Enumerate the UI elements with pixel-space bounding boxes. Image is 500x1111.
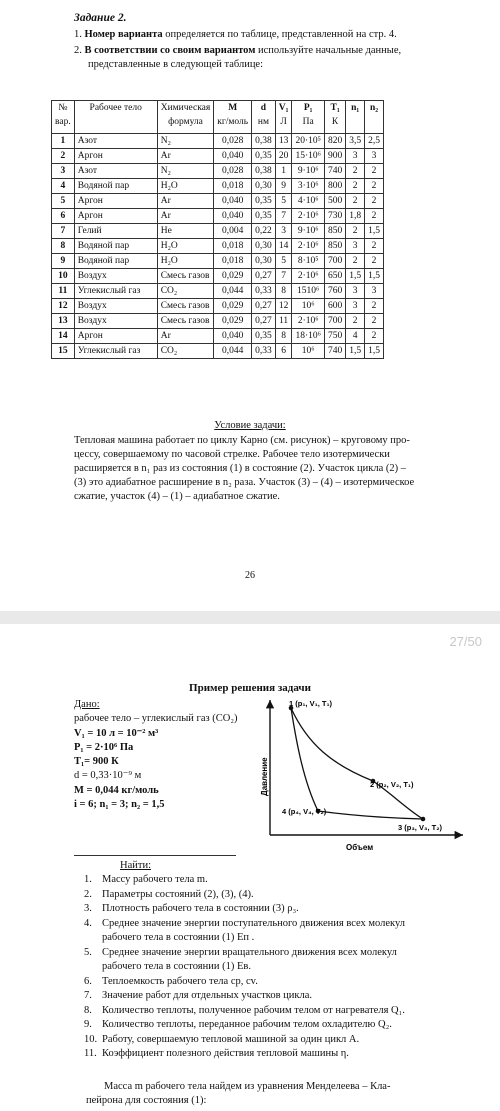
table-cell: 10⁶: [292, 299, 324, 314]
table-cell: 2,5: [365, 134, 384, 149]
x-axis-label: Объем: [346, 843, 374, 852]
page-number: 26: [245, 570, 255, 581]
table-row: [52, 179, 384, 194]
table-cell: H₂O: [157, 254, 214, 269]
label-point-4: 4 (p₄, V₄, T₂): [282, 807, 327, 816]
table-cell: 2: [365, 329, 384, 344]
table-cell: 0,35: [252, 194, 276, 209]
table-row: [52, 284, 384, 299]
table-cell: Смесь газов: [157, 314, 214, 329]
table-cell: 0,27: [252, 314, 276, 329]
given-label: Дано:: [74, 699, 100, 710]
table-cell: 0,27: [252, 299, 276, 314]
table-cell: 0,029: [214, 314, 252, 329]
table-cell: 1,8: [346, 209, 365, 224]
table-row: [52, 254, 384, 269]
table-cell: 0,040: [214, 329, 252, 344]
table-cell: 8·10⁵: [292, 254, 324, 269]
table-cell: 1,5: [365, 344, 384, 359]
table-cell: 3: [52, 164, 75, 179]
table-cell: 2: [365, 164, 384, 179]
table-cell: 2: [365, 209, 384, 224]
table-cell: 0,028: [214, 164, 252, 179]
table-cell: 2·10⁶: [292, 239, 324, 254]
table-cell: Азот: [74, 134, 157, 149]
table-header-cell: n₂: [365, 101, 384, 134]
table-cell: 0,018: [214, 179, 252, 194]
table-cell: 740: [324, 164, 345, 179]
table-cell: N₂: [157, 134, 214, 149]
table-cell: 3: [365, 284, 384, 299]
table-cell: 2: [346, 179, 365, 194]
table-cell: 0,040: [214, 209, 252, 224]
table-cell: 18·10⁶: [292, 329, 324, 344]
table-cell: 4·10⁶: [292, 194, 324, 209]
table-cell: 0,38: [252, 164, 276, 179]
table-cell: 0,33: [252, 284, 276, 299]
table-cell: 12: [52, 299, 75, 314]
table-cell: 9: [275, 179, 292, 194]
table-header-cell: d нм: [252, 101, 276, 134]
table-header-cell: V₁ Л: [275, 101, 292, 134]
table-cell: 2·10⁶: [292, 314, 324, 329]
table-cell: 15·10⁶: [292, 149, 324, 164]
table-cell: 0,018: [214, 254, 252, 269]
table-cell: Воздух: [74, 314, 157, 329]
table-row: [52, 344, 384, 359]
find-label: Найти:: [120, 860, 151, 871]
table-cell: 6: [275, 344, 292, 359]
table-cell: 5: [275, 254, 292, 269]
table-cell: 2: [365, 194, 384, 209]
list-item: 11. Коэффициент полезного действия тепловой машины η.: [84, 1048, 349, 1059]
table-cell: 9: [52, 254, 75, 269]
table-cell: 700: [324, 254, 345, 269]
table-cell: 6: [52, 209, 75, 224]
table-cell: 600: [324, 299, 345, 314]
example-title: Пример решения задачи: [189, 682, 311, 694]
table-header-cell: M кг/моль: [214, 101, 252, 134]
table-cell: 1: [275, 164, 292, 179]
table-cell: 740: [324, 344, 345, 359]
table-cell: 14: [52, 329, 75, 344]
table-cell: 2·10⁶: [292, 269, 324, 284]
table-cell: CO₂: [157, 284, 214, 299]
table-cell: H₂O: [157, 239, 214, 254]
instruction-1: 1. Номер варианта определяется по таблице, представленной на стр. 4.: [74, 29, 397, 40]
table-header-row: [52, 101, 384, 134]
table-cell: 0,30: [252, 239, 276, 254]
table-cell: 2: [365, 179, 384, 194]
table-cell: 0,004: [214, 224, 252, 239]
table-cell: Аргон: [74, 329, 157, 344]
table-cell: 0,044: [214, 284, 252, 299]
table-cell: 3: [346, 239, 365, 254]
list-item: 10. Работу, совершаемую тепловой машиной за один цикл A.: [84, 1033, 360, 1045]
table-cell: 1,5: [346, 269, 365, 284]
table-cell: 2: [52, 149, 75, 164]
table-cell: 1510⁶: [292, 284, 324, 299]
table-cell: 4: [52, 179, 75, 194]
table-cell: 0,27: [252, 269, 276, 284]
table-row: [52, 329, 384, 344]
table-cell: 4: [346, 329, 365, 344]
questions-list: [84, 873, 436, 1062]
given-line: d = 0,33·10⁻⁹ м: [74, 770, 142, 782]
table-cell: 0,029: [214, 269, 252, 284]
table-row: [52, 209, 384, 224]
label-point-1: 1 (p₁, V₁, T₁): [289, 700, 333, 708]
page-counter-badge: 27/50: [449, 634, 482, 649]
table-cell: 20: [275, 149, 292, 164]
table-cell: 0,35: [252, 149, 276, 164]
table-cell: 2: [346, 254, 365, 269]
table-cell: 0,30: [252, 254, 276, 269]
table-cell: 760: [324, 284, 345, 299]
table-cell: Углекислый газ: [74, 284, 157, 299]
table-cell: Аргон: [74, 209, 157, 224]
table-cell: 850: [324, 224, 345, 239]
list-item: 4. Среднее значение энергии поступательного движения всех молекул рабочего тела в состоянии (1) Eп .: [84, 917, 406, 943]
table-cell: 11: [52, 284, 75, 299]
list-item: 6. Теплоемкость рабочего тела cp, cv.: [84, 975, 258, 987]
table-header-cell: № вар.: [52, 101, 75, 134]
table-cell: CO₂: [157, 344, 214, 359]
table-cell: 11: [275, 314, 292, 329]
variants-table: [51, 100, 384, 359]
table-cell: 730: [324, 209, 345, 224]
isotherm-3-4: [318, 811, 423, 819]
table-cell: 8: [275, 329, 292, 344]
table-cell: 20·10⁵: [292, 134, 324, 149]
table-row: [52, 239, 384, 254]
condition-text: Тепловая машина работает по циклу Карно (см. рисунок) – круговому про- цессу, совершаемому по часовой стрелке. Рабочее тело изотермически расширяется в n₁ раз из состояния (1) в состояние (2). Участок цикла (2) – (3) это адиабатное расширение в n₂ раза. Участок (3) – (4) – изотермическое сжатие, участок (4) – (1) – адиабатное сжатие.: [74, 435, 415, 502]
table-cell: Водяной пар: [74, 179, 157, 194]
table-cell: Воздух: [74, 269, 157, 284]
table-cell: 1,5: [365, 269, 384, 284]
table-cell: 0,35: [252, 209, 276, 224]
table-cell: 0,044: [214, 344, 252, 359]
table-cell: 13: [275, 134, 292, 149]
table-cell: Смесь газов: [157, 269, 214, 284]
table-cell: H₂O: [157, 179, 214, 194]
list-item: 7. Значение работ для отдельных участков цикла.: [84, 990, 313, 1001]
table-cell: 0,30: [252, 179, 276, 194]
table-cell: 2: [365, 299, 384, 314]
table-row: [52, 224, 384, 239]
table-cell: 800: [324, 179, 345, 194]
table-cell: 3: [346, 299, 365, 314]
table-row: [52, 314, 384, 329]
given-line: M = 0,044 кг/моль: [74, 784, 159, 796]
table-cell: 3: [275, 224, 292, 239]
solution-intro: Масса m рабочего тела найдем из уравнения Менделеева – Кла- пейрона для состояния (1):: [86, 1081, 391, 1106]
table-cell: 0,35: [252, 329, 276, 344]
table-cell: 7: [275, 269, 292, 284]
table-cell: 2: [346, 194, 365, 209]
table-cell: Воздух: [74, 299, 157, 314]
table-cell: 2: [346, 314, 365, 329]
table-row: [52, 149, 384, 164]
table-cell: Ar: [157, 209, 214, 224]
table-cell: 820: [324, 134, 345, 149]
table-cell: 0,040: [214, 194, 252, 209]
table-cell: 750: [324, 329, 345, 344]
table-cell: 900: [324, 149, 345, 164]
table-cell: Водяной пар: [74, 239, 157, 254]
list-item: 1. Массу рабочего тела m.: [84, 874, 208, 885]
table-cell: 2·10⁶: [292, 209, 324, 224]
table-cell: 2: [346, 224, 365, 239]
table-cell: 1,5: [346, 344, 365, 359]
table-cell: 2: [365, 314, 384, 329]
table-header-cell: n₁: [346, 101, 365, 134]
table-cell: 5: [275, 194, 292, 209]
given-line: T₁= 900 К: [74, 756, 119, 768]
carnot-cycle-diagram: [258, 700, 468, 860]
table-cell: 8: [52, 239, 75, 254]
table-cell: Аргон: [74, 149, 157, 164]
table-header-cell: T₁ К: [324, 101, 345, 134]
table-cell: 0,028: [214, 134, 252, 149]
table-row: [52, 299, 384, 314]
table-cell: Ar: [157, 194, 214, 209]
task-title: Задание 2.: [74, 12, 127, 24]
table-cell: 0,38: [252, 134, 276, 149]
table-cell: 0,33: [252, 344, 276, 359]
list-item: 9. Количество теплоты, переданное рабочим телом охладителю Q₂.: [84, 1019, 392, 1030]
table-cell: 7: [275, 209, 292, 224]
table-cell: He: [157, 224, 214, 239]
table-cell: 3·10⁶: [292, 179, 324, 194]
table-header-cell: P₁ Па: [292, 101, 324, 134]
condition-title: Условие задачи:: [214, 420, 286, 431]
table-cell: 0,018: [214, 239, 252, 254]
table-cell: 10: [52, 269, 75, 284]
table-cell: Азот: [74, 164, 157, 179]
table-cell: Углекислый газ: [74, 344, 157, 359]
table-cell: 850: [324, 239, 345, 254]
table-cell: 9·10⁶: [292, 224, 324, 239]
table-body: [52, 134, 384, 359]
table-cell: 3: [346, 284, 365, 299]
divider: [74, 855, 236, 856]
table-cell: 7: [52, 224, 75, 239]
table-cell: 8: [275, 284, 292, 299]
list-item: 3. Плотность рабочего тела в состоянии (3) ρ₃.: [84, 903, 299, 914]
table-cell: Гелий: [74, 224, 157, 239]
table-cell: 2: [365, 239, 384, 254]
table-cell: Аргон: [74, 194, 157, 209]
given-line: V₁ = 10 л = 10⁻² м³: [74, 727, 159, 739]
table-cell: 2: [365, 254, 384, 269]
table-row: [52, 269, 384, 284]
table-cell: 5: [52, 194, 75, 209]
table-cell: 2: [346, 164, 365, 179]
table-cell: 12: [275, 299, 292, 314]
table-cell: 3: [365, 149, 384, 164]
given-line: рабочее тело – углекислый газ (CO₂): [74, 713, 238, 725]
table-cell: 0,040: [214, 149, 252, 164]
table-header-cell: Рабочее тело: [74, 101, 157, 134]
table-cell: Водяной пар: [74, 254, 157, 269]
label-point-3: 3 (p₃, V₃, T₂): [398, 823, 443, 832]
given-line: i = 6; n₁ = 3; n₂ = 1,5: [74, 799, 165, 811]
table-cell: 9·10⁶: [292, 164, 324, 179]
table-cell: 500: [324, 194, 345, 209]
list-item: 2. Параметры состояний (2), (3), (4).: [84, 888, 254, 900]
y-axis-label: Давление: [260, 757, 269, 796]
table-cell: 1: [52, 134, 75, 149]
given-line: P₁ = 2·10⁶ Па: [74, 741, 134, 753]
table-cell: 13: [52, 314, 75, 329]
label-point-2: 2 (p₂, V₂, T₁): [370, 780, 414, 789]
table-cell: 0,029: [214, 299, 252, 314]
table-cell: Смесь газов: [157, 299, 214, 314]
table-row: [52, 194, 384, 209]
document-page-27: [0, 624, 500, 1111]
table-cell: N₂: [157, 164, 214, 179]
table-cell: 700: [324, 314, 345, 329]
given-block: [74, 698, 238, 812]
table-cell: Ar: [157, 329, 214, 344]
table-cell: 3,5: [346, 134, 365, 149]
state-point-3: [421, 817, 426, 822]
table-row: [52, 164, 384, 179]
list-item: 8. Количество теплоты, полученное рабочим телом от нагревателя Q₁.: [84, 1004, 405, 1016]
table-cell: 15: [52, 344, 75, 359]
table-cell: 650: [324, 269, 345, 284]
table-cell: 3: [346, 149, 365, 164]
table-row: [52, 134, 384, 149]
table-cell: 10⁶: [292, 344, 324, 359]
instruction-2: 2. В соответствии со своим вариантом используйте начальные данные,: [74, 45, 402, 56]
table-cell: 1,5: [365, 224, 384, 239]
adiabat-4-1: [291, 708, 318, 811]
table-cell: Ar: [157, 149, 214, 164]
table-cell: 0,22: [252, 224, 276, 239]
instruction-2-cont: представленные в следующей таблице:: [88, 59, 264, 70]
table-cell: 14: [275, 239, 292, 254]
list-item: 5. Среднее значение энергии вращательного движения всех молекул рабочего тела в состоянии (1) Eв.: [84, 946, 397, 972]
table-header-cell: Химическая формула: [157, 101, 214, 134]
